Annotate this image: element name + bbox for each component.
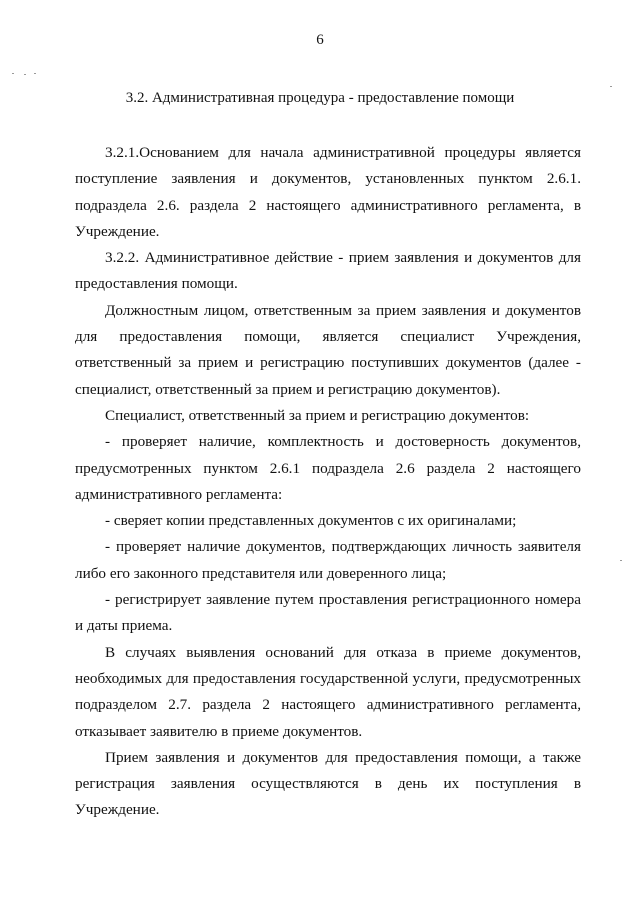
paragraph-specialist-intro: Специалист, ответственный за прием и регистрацию документов: bbox=[105, 406, 530, 424]
page-number: 6 bbox=[316, 32, 324, 48]
scan-speck bbox=[12, 73, 14, 74]
list-item-compares-copies: - сверяет копии представленных документов с их оригиналами; bbox=[105, 512, 517, 530]
paragraph-refusal: В случаях выявления оснований для отказа в приеме документов, необходимых для предоставления государственной услуги, предусмотренных подразделом 2.7. раздела 2 настоящего административного регламента, отказывает заявителю в приеме документов. bbox=[75, 643, 581, 740]
paragraph-responsible-official: Должностным лицом, ответственным за прием заявления и документов для предоставления помощи, является специалист Учреждения, ответственный за прием и регистрацию поступивших документов (далее - специалист, ответственный за прием и регистрацию документов). bbox=[75, 301, 581, 398]
scan-speck bbox=[24, 74, 26, 75]
list-item-checks-identity: - проверяет наличие документов, подтверждающих личность заявителя либо его законного представителя или доверенного лица; bbox=[75, 538, 581, 582]
paragraph-same-day-registration: Прием заявления и документов для предоставления помощи, а также регистрация заявления осуществляются в день их поступления в Учреждение. bbox=[75, 748, 581, 819]
paragraph-3-2-2: 3.2.2. Административное действие - прием заявления и документов для предоставления помощи. bbox=[75, 249, 581, 293]
scan-speck bbox=[610, 86, 612, 87]
scan-speck bbox=[620, 560, 622, 561]
list-item-registers-application: - регистрирует заявление путем проставления регистрационного номера и даты приема. bbox=[75, 591, 581, 635]
paragraph-3-2-1: 3.2.1.Основанием для начала административной процедуры является поступление заявления и документов, установленных пунктом 2.6.1. подраздела 2.6. раздела 2 настоящего административного регламента, в Учреждение. bbox=[75, 144, 581, 240]
section-title: 3.2. Административная процедура - предоставление помощи bbox=[125, 90, 515, 106]
list-item-checks-documents: - проверяет наличие, комплектность и достоверность документов, предусмотренных пунктом 2.6.1 подраздела 2.6 раздела 2 настоящего административного регламента: bbox=[75, 433, 581, 503]
document-body bbox=[75, 140, 581, 824]
scan-speck bbox=[34, 73, 36, 74]
